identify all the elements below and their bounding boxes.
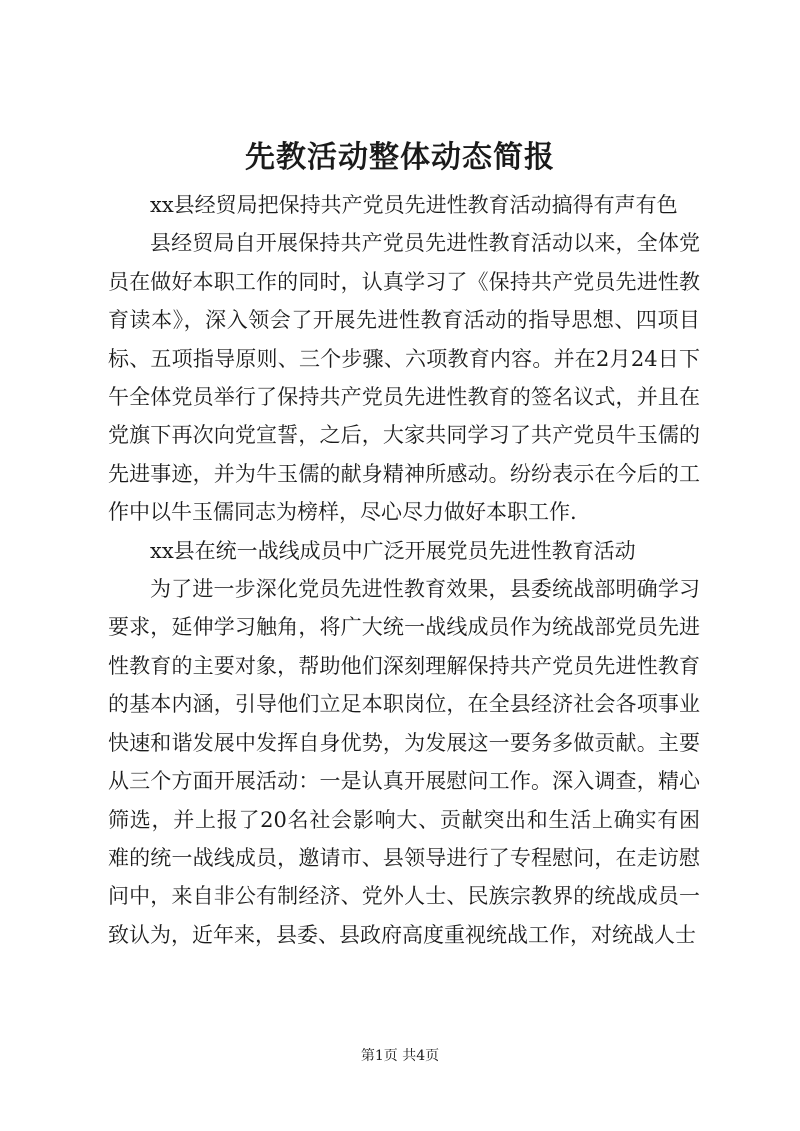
paragraph-body-2: 为了进一步深化党员先进性教育效果，县委统战部明确学习要求，延伸学习触角，将广大统一战线成员作为统战部党员先进性教育的主要对象，帮助他们深刻理解保持共产党员先进性教育的基本内涵，引导他们立足本职岗位，在全县经济社会各项事业快速和谐发展中发挥自身优势，为发展这一要务多做贡献。主要从三个方面开展活动：一是认真开展慰问工作。深入调查，精心筛选，并上报了20名社会影响大、贡献突出和生活上确实有困难的统一战线成员，邀请市、县领导进行了专程慰问，在走访慰问中，来自非公有制经济、党外人士、民族宗教界的统战成员一致认为，近年来，县委、县政府高度重视统战工作，对统战人士 <box>108 577 700 947</box>
paragraph-heading-2: xx县在统一战线成员中广泛开展党员先进性教育活动 <box>150 538 636 563</box>
paragraph-heading-1: xx县经贸局把保持共产党员先进性教育活动搞得有声有色 <box>150 193 678 217</box>
page-footer: 第1页 共4页 <box>360 1048 440 1064</box>
document-body <box>108 186 700 954</box>
paragraph-body-1: 县经贸局自开展保持共产党员先进性教育活动以来，全体党员在做好本职工作的同时，认真学习了《保持共产党员先进性教育读本》，深入领会了开展先进性教育活动的指导思想、四项目标、五项指导原则、三个步骤、六项教育内容。并在2月24日下午全体党员举行了保持共产党员先进性教育的签名议式，并且在党旗下再次向党宣誓，之后，大家共同学习了共产党员牛玉儒的先进事迹，并为牛玉儒的献身精神所感动。纷纷表示在今后的工作中以牛玉儒同志为榜样，尽心尽力做好本职工作. <box>108 231 700 525</box>
page-title: 先教活动整体动态简报 <box>245 140 555 175</box>
